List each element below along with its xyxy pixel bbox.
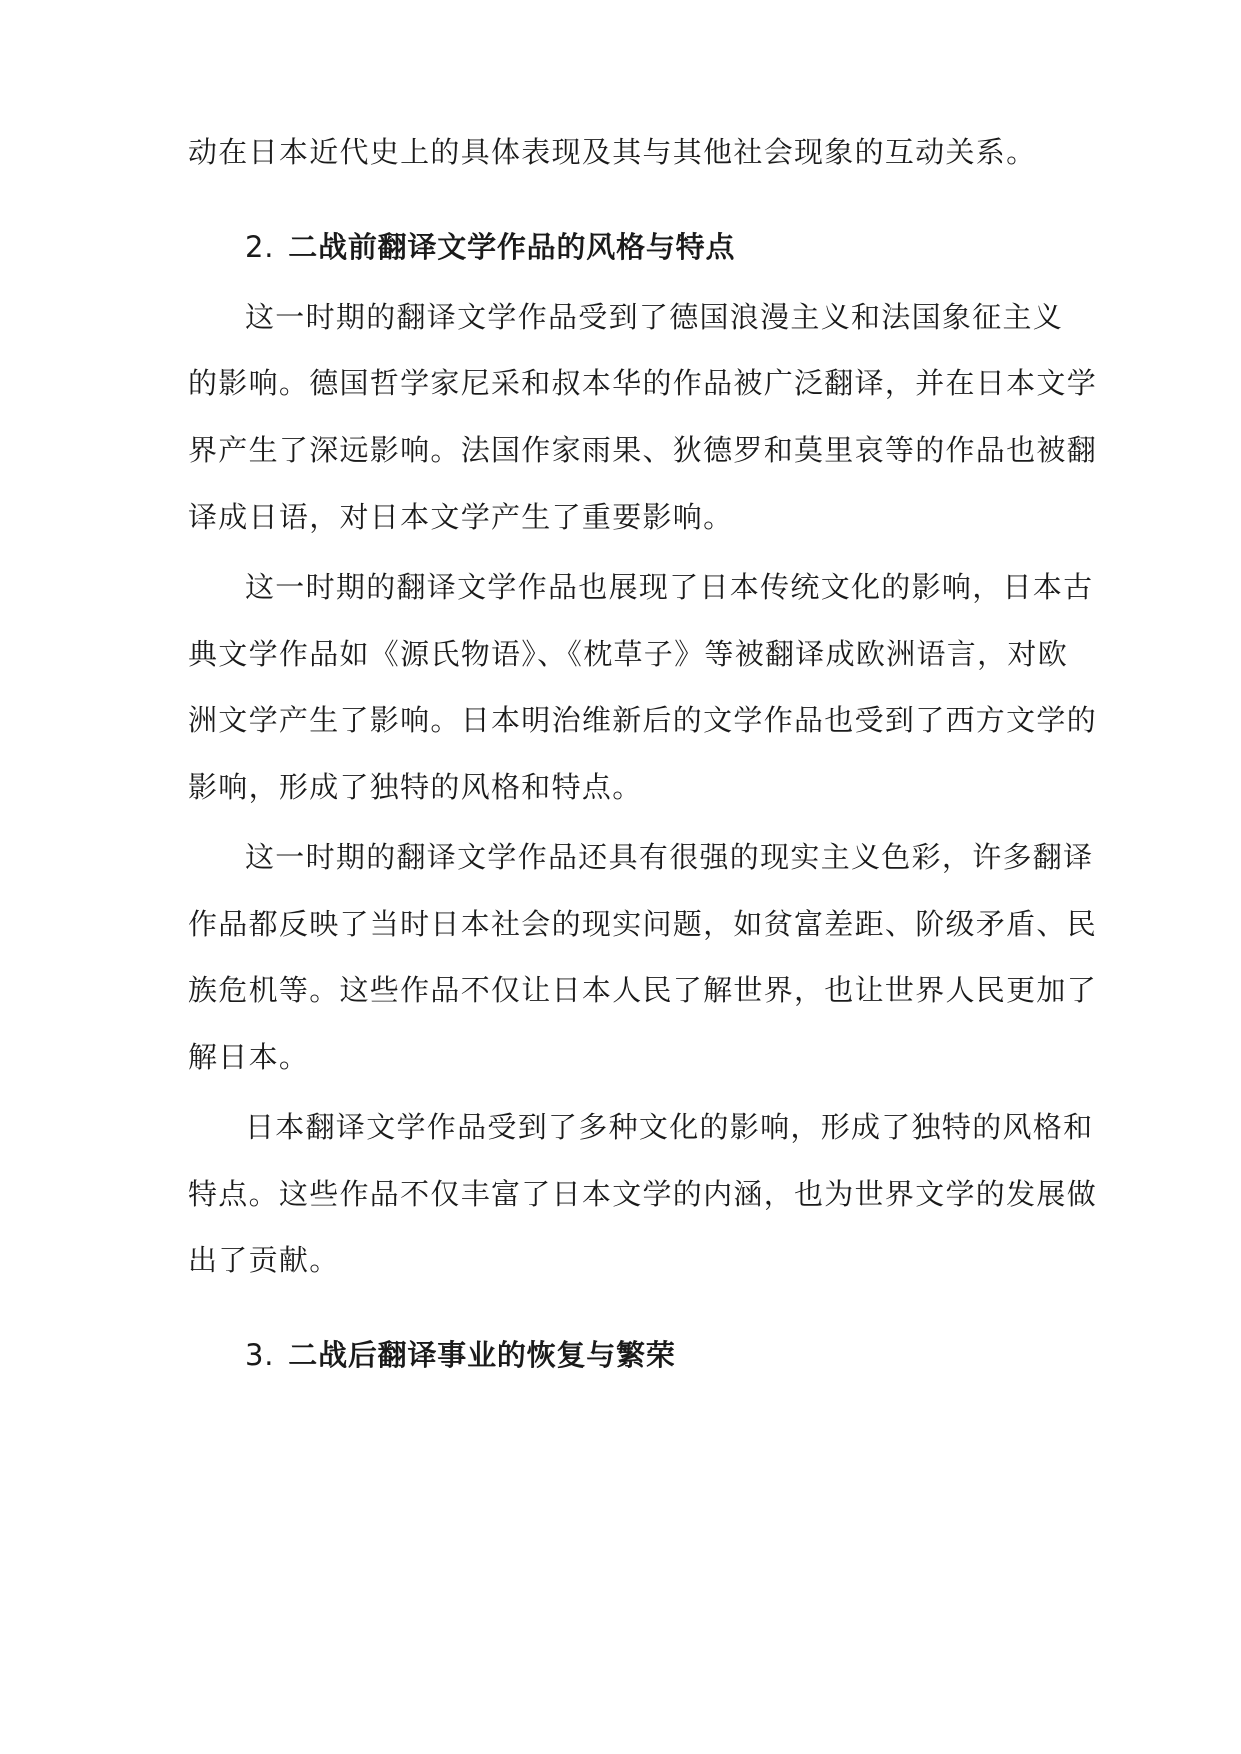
section-number: 3. <box>245 1338 275 1372</box>
paragraph-line: 这一时期的翻译文学作品也展现了日本传统文化的影响，日本古 <box>245 570 1094 604</box>
paragraph-line: 作品都反映了当时日本社会的现实问题，如贫富差距、阶级矛盾、民 <box>188 907 1098 941</box>
section-title: 二战前翻译文学作品的风格与特点 <box>288 230 736 264</box>
paragraph-line: 界产生了深远影响。法国作家雨果、狄德罗和莫里哀等的作品也被翻 <box>188 433 1098 467</box>
paragraph-line: 解日本。 <box>188 1040 310 1074</box>
paragraph-line: 的影响。德国哲学家尼采和叔本华的作品被广泛翻译，并在日本文学 <box>188 366 1098 400</box>
continuation-line: 动在日本近代史上的具体表现及其与其他社会现象的互动关系。 <box>188 135 1037 169</box>
paragraph-line: 特点。这些作品不仅丰富了日本文学的内涵，也为世界文学的发展做 <box>188 1177 1098 1211</box>
paragraph-line: 日本翻译文学作品受到了多种文化的影响，形成了独特的风格和 <box>245 1110 1094 1144</box>
paragraph-line: 这一时期的翻译文学作品受到了德国浪漫主义和法国象征主义 <box>245 300 1064 334</box>
paragraph-line: 典文学作品如《源氏物语》、《枕草子》等被翻译成欧洲语言，对欧 <box>188 637 1069 671</box>
section-heading-3 <box>245 1335 676 1375</box>
section-heading-2 <box>245 227 735 267</box>
paragraph-line: 译成日语，对日本文学产生了重要影响。 <box>188 500 734 534</box>
paragraph-line: 出了贡献。 <box>188 1243 340 1277</box>
section-title: 二战后翻译事业的恢复与繁荣 <box>288 1338 676 1372</box>
paragraph-line: 洲文学产生了影响。日本明治维新后的文学作品也受到了西方文学的 <box>188 703 1098 737</box>
section-number: 2. <box>245 230 275 264</box>
paragraph-line: 族危机等。这些作品不仅让日本人民了解世界，也让世界人民更加了 <box>188 973 1098 1007</box>
paragraph-line: 这一时期的翻译文学作品还具有很强的现实主义色彩，许多翻译 <box>245 840 1094 874</box>
paragraph-line: 影响，形成了独特的风格和特点。 <box>188 770 643 804</box>
